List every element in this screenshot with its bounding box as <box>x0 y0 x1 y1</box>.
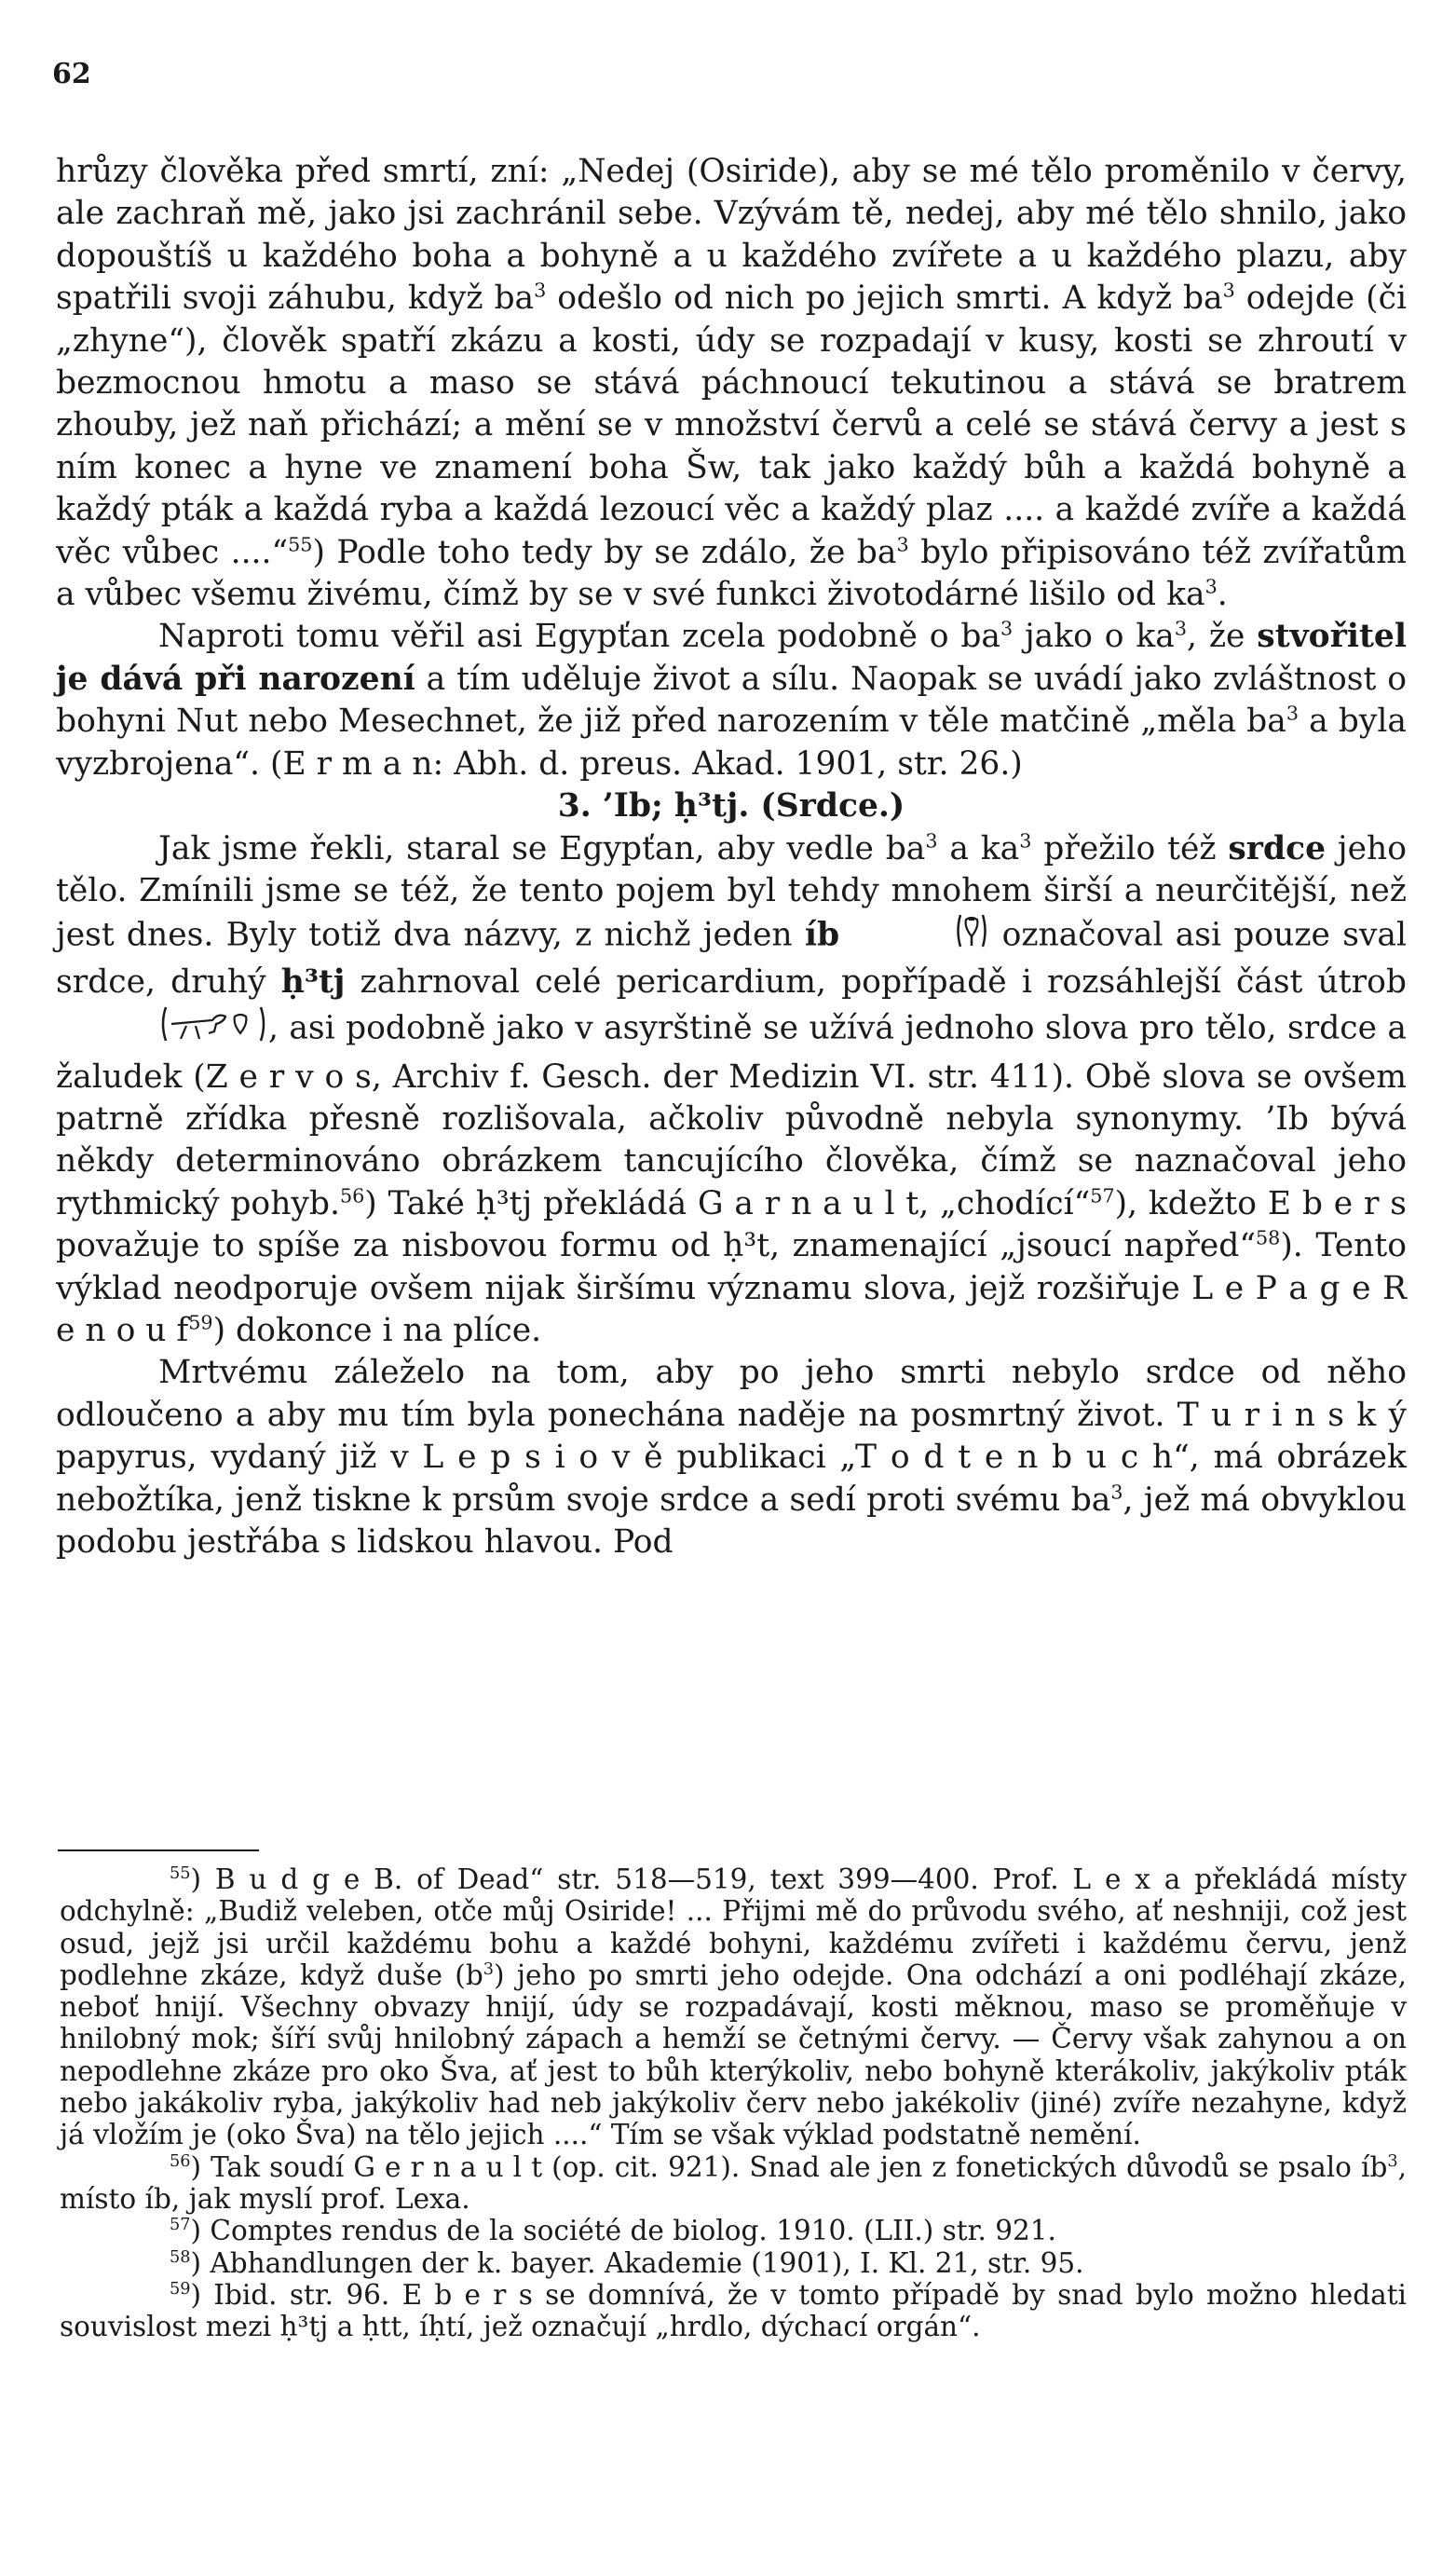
text-run: jeho tělo. Zmínili jsme se též, že tento pojem byl tehdy mnohem širší a neurčitější, než jest dnes. Byly totiž dva názvy, z nichž jeden <box>56 829 1407 955</box>
text-run: : Abh. d. preus. Akad. 1901, str. 26.) <box>432 744 1023 783</box>
footnote-ref-55: 55 <box>288 533 313 556</box>
footnotes <box>60 1863 1407 2342</box>
paragraph-3 <box>56 828 1407 1353</box>
text-run: přežilo též <box>1031 829 1229 867</box>
text-run: považuje to spíše za nisbovou formu od ḥ³t, znamenající „jsoucí napřed“ <box>56 1227 1257 1265</box>
superscript: 3 <box>1000 617 1014 640</box>
text-run: ). Tento výklad neodporuje ovšem nijak širšímu významu slova, jejž rozšiřuje <box>56 1227 1407 1307</box>
text-run: se domnívá, že v tomto případě by snad bylo možno hledati souvislost mezi ḥ³tj a ḥtt, íḥtí, jež označují „hrdlo, dýchací orgán“. <box>60 2278 1407 2343</box>
text-run: ) Comptes rendus de la société de biolog. 1910. (LII.) str. 921. <box>190 2215 1056 2247</box>
footnote-55: $^{55}$) B u d g e B. of Dead“ str. 518—519, text 399—400. Prof. L e x a překládá místy odchylně: „Budiž veleben, otče můj Osiride! ... Přijmi mě do průvodu svého, ať neshniji, což jest osud, jejž jsi určil každému bohu a každé bohyni, každému zvířeti i každému červu, jenž podlehne zkáze, když duše $(b^3)$ jeho po smrti jeho odejde. Ona odchází a oni podléhají zkáze, neboť hnijí. Všechny obvazy hnijí, údy se rozpadávají, kosti měknou, maso se proměňuje v hnilobný mok; šíří svůj hnilobný zápach a hemží se četnými červy. — Červy však zahynou a on nepodlehne zkáze pro oko Šva, ať jest to bůh kterýkoliv, nebo bohyně kterákoliv, jakýkoliv pták nebo jakákoliv ryba, jakýkoliv had neb jakýkoliv červ nebo jakékoliv (jiné) zvíře nezahyne, když já vložím je (oko Šva) na tělo jejich ....“ Tím se však výklad podstatně nemění. <box>60 1863 1408 2151</box>
author-name: G e r n a u l t <box>353 2150 543 2183</box>
footnote-56 <box>60 2151 1407 2216</box>
footnote-number: 59 <box>170 2280 191 2300</box>
superscript: 3 <box>1222 279 1235 302</box>
footnote-59 <box>60 2279 1407 2343</box>
text-run: B. of Dead“ str. 518—519, text 399—400. Prof. <box>360 1863 1073 1895</box>
superscript: 3 <box>483 1960 494 1980</box>
paragraph-4 <box>56 1352 1407 1563</box>
term-ib: íb <box>804 917 840 955</box>
text-run: ) Abhandlungen der k. bayer. Akademie (1901), I. Kl. 21, str. 95. <box>190 2246 1084 2279</box>
body-text <box>56 151 1407 1563</box>
footnote-57 <box>60 2215 1407 2246</box>
text-run: Jak jsme řekli, staral se Egypťan, aby vedle ba <box>158 829 926 867</box>
text-run: , „chodící“ <box>919 1184 1091 1222</box>
superscript: 3 <box>1019 829 1032 852</box>
text-run: , jež má obvyklou podobu jestřába s lidskou hlavou. Pod <box>56 1481 1407 1561</box>
footnote-ref-59: 59 <box>188 1311 213 1334</box>
superscript: 3 <box>1204 575 1218 598</box>
superscript: 3 <box>1110 1481 1123 1504</box>
text-run: Naproti tomu věřil asi Egypťan zcela podobně o ba <box>158 618 1000 656</box>
text-run: a tím uděluje život a sílu. Naopak se uvádí jako zvláštnost o bohyni Nut nebo Mesechnet, že již před narozením v těle matčině „měla ba <box>56 660 1407 741</box>
text-run: ), kdežto <box>1114 1184 1268 1222</box>
paragraph-1 <box>56 151 1407 616</box>
text-run: ) Také ḥ³tj překládá <box>364 1184 698 1222</box>
section-heading: 3. ’Ib; ḥ³tj. (Srdce.) <box>557 787 905 826</box>
paragraph-2 <box>56 616 1407 785</box>
text-run: ) Podle toho tedy by se zdálo, že ba <box>312 533 897 571</box>
page-number: 62 <box>52 58 91 90</box>
superscript: 3 <box>1286 702 1299 725</box>
text-run: odešlo od nich po jejich smrti. A když ba <box>546 280 1223 318</box>
text-run: ) Ibid. str. 96. <box>190 2278 402 2311</box>
text-run: zahrnoval celé pericardium, popřípadě i rozsáhlejší část útrob <box>345 962 1407 1001</box>
author-name: L e p s i o v ě <box>422 1439 663 1477</box>
text-run: ) jeho po smrti jeho odejde. Ona odchází a oni podléhají zkáze, neboť hnijí. Všechny obvazy hnijí, údy se rozpadávají, kosti měknou, maso se proměňuje v hnilobný mok; šíří svůj hnilobný zápach a hemží se četnými červy. — Červy však zahynou a on nepodlehne zkáze pro oko Šva, ať jest to bůh kterýkoliv, nebo bohyně kterákoliv, jakýkoliv pták nebo jakákoliv ryba, jakýkoliv had neb jakýkoliv červ nebo jakékoliv (jiné) zvíře nezahyne, když já vložím je (oko Šva) na tělo jejich ....“ Tím se však výklad podstatně nemění. <box>60 1958 1407 2151</box>
footnote-58 <box>60 2247 1407 2279</box>
text-run: , místo íb, jak myslí prof. Lexa. <box>60 2150 1407 2215</box>
text-run: odejde (či „zhyne“), člověk spatří zkázu a kosti, údy se rozpadají v kusy, kosti se zhroutí v bezmocnou hmotu a maso se stává páchnoucí tekutinou a stává se bratrem zhouby, jež naň přichází; a mění se v množství červů a celé se stává červy a jest s ním konec a hyne ve znamení boha Šw, tak jako každý bůh a každá bohyně a každý pták a každá ryba a každá lezoucí věc a každý plaz .... a každé zvíře a každá věc vůbec ....“ <box>56 280 1407 571</box>
superscript: 3 <box>1174 617 1188 640</box>
author-name: L e x a <box>1072 1863 1181 1895</box>
text-run: , Archiv f. Gesch. der Medizin VI. str. 411). Obě slova se ovšem patrně zřídka přesně rozlišovala, ačkoliv původně nebyla synonymy. ’Ib bývá někdy determinováno obrázkem tancujícího člověka, čímž se naznačoval jeho rythmický pohyb. <box>56 1058 1407 1222</box>
text-run: Mrtvému záleželo na tom, aby po jeho smrti nebylo srdce od něho odloučeno a aby mu tím byla ponechána naděje na posmrtný život. <box>56 1354 1407 1434</box>
author-name: B u d g e <box>214 1863 361 1895</box>
text-run: . <box>1217 576 1228 614</box>
author-name: L e P a g e R e n o u f <box>56 1269 1407 1349</box>
superscript: 3 <box>925 829 938 852</box>
text-run: hrůzy člověka před smrtí, zní: „Nedej (Osiride), aby se mé tělo proměnilo v červy, ale zachraň mě, jako jsi zachránil sebe. Vzývám tě, nedej, aby mé tělo shnilo, jako dopouštíš u každého boha a bohyně a u každého zvířete a u každého plazu, aby spatřili svoji záhubu, když ba <box>56 153 1407 318</box>
text-run: jako o ka <box>1013 618 1175 656</box>
footnote-number: 56 <box>170 2151 191 2171</box>
text-run: bylo připisováno též zvířatům a vůbec všemu živému, čímž by se v své funkci životodárné lišilo od ka <box>56 533 1407 614</box>
footnote-ref-56: 56 <box>339 1184 365 1208</box>
author-name: T o d t e n b u c h <box>855 1439 1174 1477</box>
text-run: (op. cit. 921). Snad ale jen z fonetických důvodů se psalo íb <box>542 2150 1388 2183</box>
superscript: 3 <box>1387 2151 1398 2171</box>
text-run: ) dokonce i na plíce. <box>212 1311 542 1349</box>
superscript: 3 <box>534 279 547 302</box>
term-h3tj: ḥ³tj <box>280 962 346 1001</box>
author-name: E b e r s <box>401 2278 533 2311</box>
text-run: , asi podobně jako v asyrštině se užívá jednoho slova pro tělo, srdce a žaludek ( <box>56 1009 1407 1096</box>
footnote-divider <box>58 1849 259 1851</box>
footnote-number: 57 <box>170 2216 191 2235</box>
author-name: E r m a n <box>282 744 433 783</box>
text-run: “, má obrázek nebožtíka, jenž tiskne k prsům svoje srdce a sedí proti svému ba <box>56 1439 1407 1519</box>
text-run: , že <box>1187 618 1258 656</box>
text-run: publikaci „ <box>662 1439 856 1477</box>
footnote-number: 55 <box>170 1864 191 1884</box>
author-name: G a r n a u l t <box>698 1184 919 1222</box>
text-run: označoval asi pouze sval srdce, druhý <box>56 917 1408 1001</box>
bold-phrase: stvořitel je dává při narození <box>56 618 1407 698</box>
text-run: a byla vyzbrojena“. ( <box>56 703 1407 783</box>
text-run: překládá místy odchylně: „Budiž veleben, otče můj Osiride! ... Přijmi mě do průvodu svého, ať neshniji, což jest osud, jejž jsi určil každému bohu a každé bohyni, každému zvířeti i každému červu, jenž podlehne zkáze, když duše (b <box>60 1863 1408 1991</box>
footnote-ref-58: 58 <box>1256 1226 1281 1249</box>
text-run: ) Tak soudí <box>190 2150 354 2183</box>
footnote-number: 58 <box>170 2247 191 2267</box>
text-run: papyrus, vydaný již v <box>56 1439 423 1477</box>
author-name: T u r i n s k ý <box>1177 1396 1408 1434</box>
author-name: Z e r v o s <box>205 1058 372 1096</box>
footnote-ref-57: 57 <box>1090 1184 1115 1208</box>
text-run: a ka <box>937 829 1020 867</box>
author-name: E b e r s <box>1267 1184 1407 1222</box>
lion-forepart-heart-hieroglyph-icon <box>56 1003 268 1056</box>
superscript: 3 <box>896 533 909 556</box>
bold-term: srdce <box>1228 829 1327 867</box>
heart-jar-hieroglyph-icon <box>851 912 989 961</box>
